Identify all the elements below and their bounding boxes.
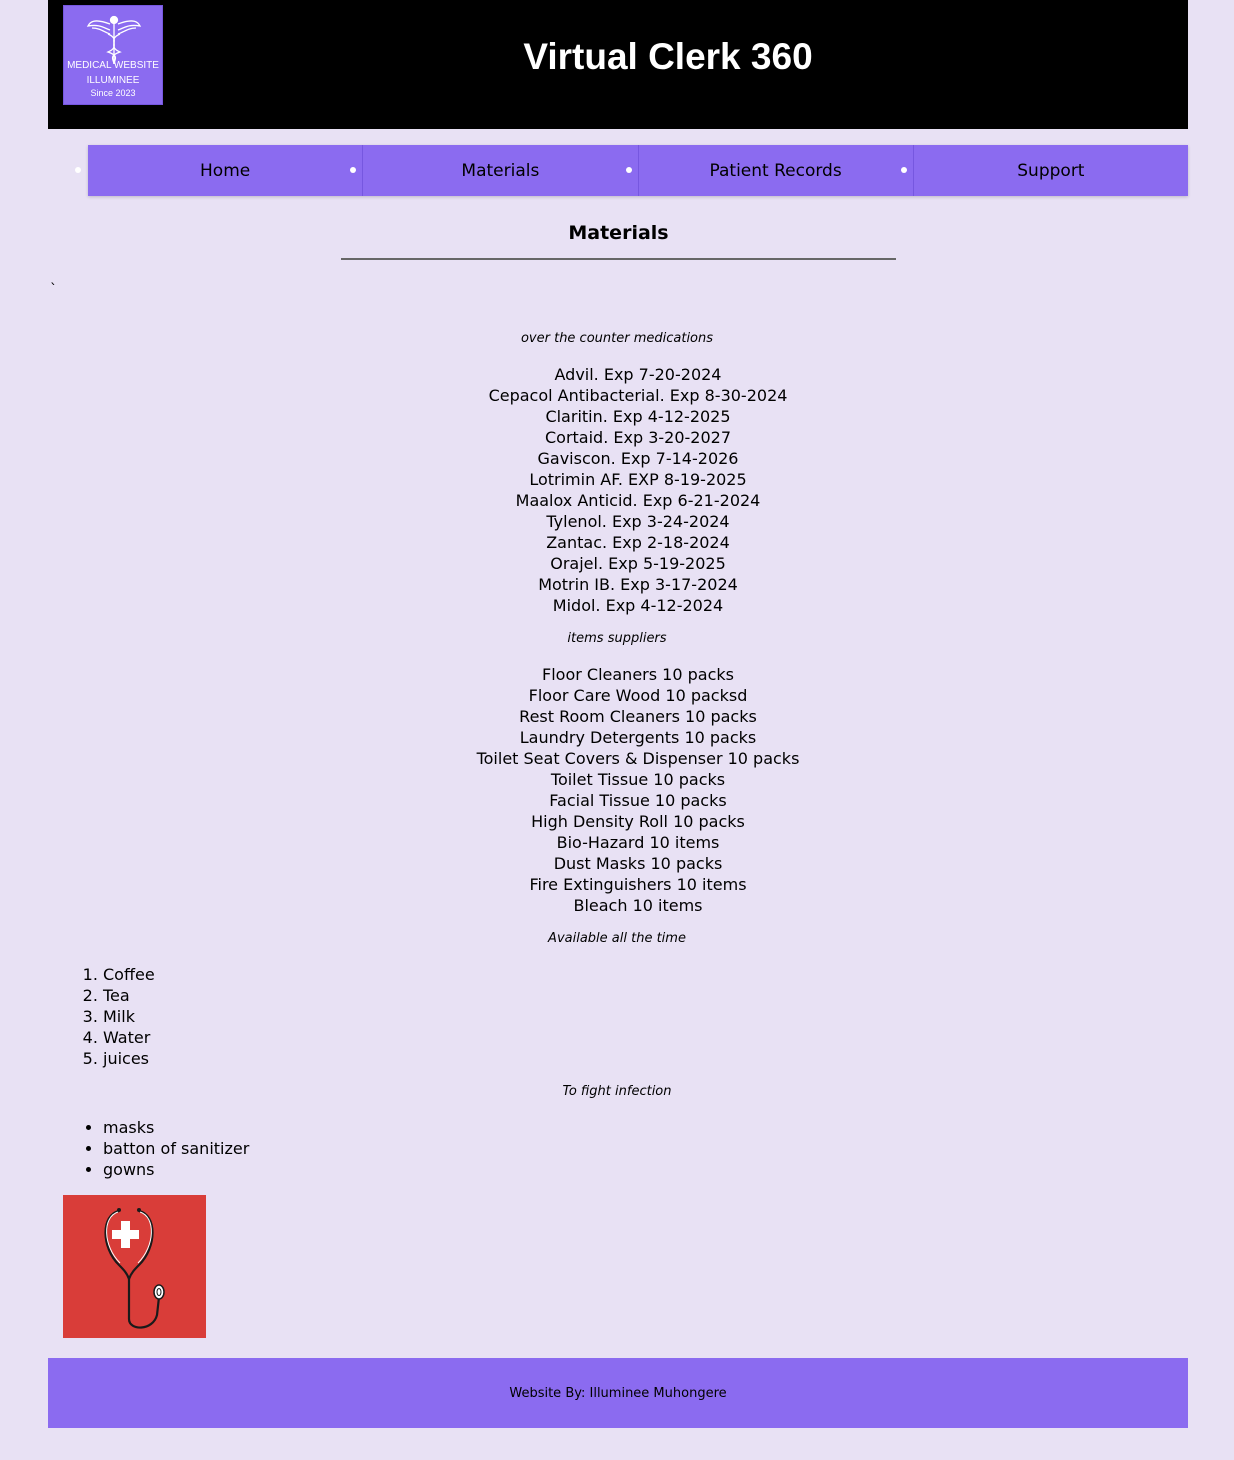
stray-mark: `: [50, 282, 57, 298]
stethoscope-image: [63, 1195, 206, 1338]
list-item: Cortaid. Exp 3-20-2027: [544, 428, 731, 447]
site-title: Virtual Clerk 360: [523, 36, 813, 77]
bullet-icon: [75, 167, 81, 173]
logo-line-3: Since 2023: [90, 88, 136, 98]
nav-label: Home: [200, 160, 251, 181]
nav-item-materials[interactable]: [363, 145, 638, 196]
otc-list: [338, 364, 938, 616]
list-item: Midol. Exp 4-12-2024: [552, 596, 724, 615]
list-item: 5. juices: [103, 1048, 155, 1069]
list-item: Zantac. Exp 2-18-2024: [546, 533, 730, 552]
list-item: Toilet Seat Covers & Dispenser 10 packs: [476, 749, 800, 768]
list-item: Claritin. Exp 4-12-2025: [545, 407, 731, 426]
list-item: • masks: [103, 1117, 249, 1138]
bullet-icon: [626, 167, 632, 173]
site-logo[interactable]: [63, 5, 163, 105]
list-item: Maalox Anticid. Exp 6-21-2024: [515, 491, 761, 510]
logo-line-2: ILLUMINEE: [86, 75, 140, 86]
list-item: Toilet Tissue 10 packs: [550, 770, 726, 789]
nav-label: Materials: [461, 160, 540, 181]
site-footer: [48, 1358, 1188, 1428]
infection-list: [103, 1117, 249, 1180]
list-item: 1. Coffee: [103, 964, 155, 985]
title-divider: [341, 258, 896, 260]
nav-item-home[interactable]: [88, 145, 363, 196]
footer-credit: Website By: Illuminee Muhongere: [509, 1385, 727, 1401]
list-item: Fire Extinguishers 10 items: [529, 875, 747, 894]
page-title: Materials: [568, 222, 669, 244]
list-item: Floor Cleaners 10 packs: [542, 665, 734, 684]
nav-item-patient-records[interactable]: [639, 145, 914, 196]
list-item: Motrin IB. Exp 3-17-2024: [538, 575, 738, 594]
list-item: Orajel. Exp 5-19-2025: [550, 554, 726, 573]
list-item: Bio-Hazard 10 items: [556, 833, 720, 852]
list-item: 2. Tea: [103, 985, 155, 1006]
bullet-icon: [901, 167, 907, 173]
list-item: Laundry Detergents 10 packs: [519, 728, 757, 747]
list-item: Dust Masks 10 packs: [553, 854, 723, 873]
list-item: Gaviscon. Exp 7-14-2026: [537, 449, 739, 468]
list-item: Tylenol. Exp 3-24-2024: [546, 512, 730, 531]
list-item: • gowns: [103, 1159, 249, 1180]
list-item: Advil. Exp 7-20-2024: [554, 365, 722, 384]
infection-caption: To fight infection: [562, 1084, 672, 1099]
nav-item-support[interactable]: [914, 145, 1188, 196]
list-item: High Density Roll 10 packs: [531, 812, 745, 831]
list-item: Rest Room Cleaners 10 packs: [519, 707, 757, 726]
list-item: Cepacol Antibacterial. Exp 8-30-2024: [488, 386, 788, 405]
list-item: Bleach 10 items: [573, 896, 703, 915]
logo-line-1: MEDICAL WEBSITE: [67, 60, 159, 71]
main-nav: [88, 145, 1188, 196]
suppliers-caption: items suppliers: [567, 631, 667, 646]
list-item: Lotrimin AF. EXP 8-19-2025: [529, 470, 747, 489]
nav-label: Patient Records: [709, 160, 842, 181]
list-item: Facial Tissue 10 packs: [549, 791, 727, 810]
list-item: 4. Water: [103, 1027, 155, 1048]
stethoscope-icon: [63, 1195, 206, 1338]
otc-caption: over the counter medications: [520, 331, 714, 346]
available-caption: Available all the time: [548, 931, 686, 946]
suppliers-list: [338, 664, 938, 916]
nav-label: Support: [1017, 160, 1085, 181]
available-list: [103, 964, 155, 1069]
list-item: 3. Milk: [103, 1006, 155, 1027]
list-item: Floor Care Wood 10 packsd: [528, 686, 748, 705]
site-header: [48, 0, 1188, 129]
list-item: • batton of sanitizer: [103, 1138, 249, 1159]
